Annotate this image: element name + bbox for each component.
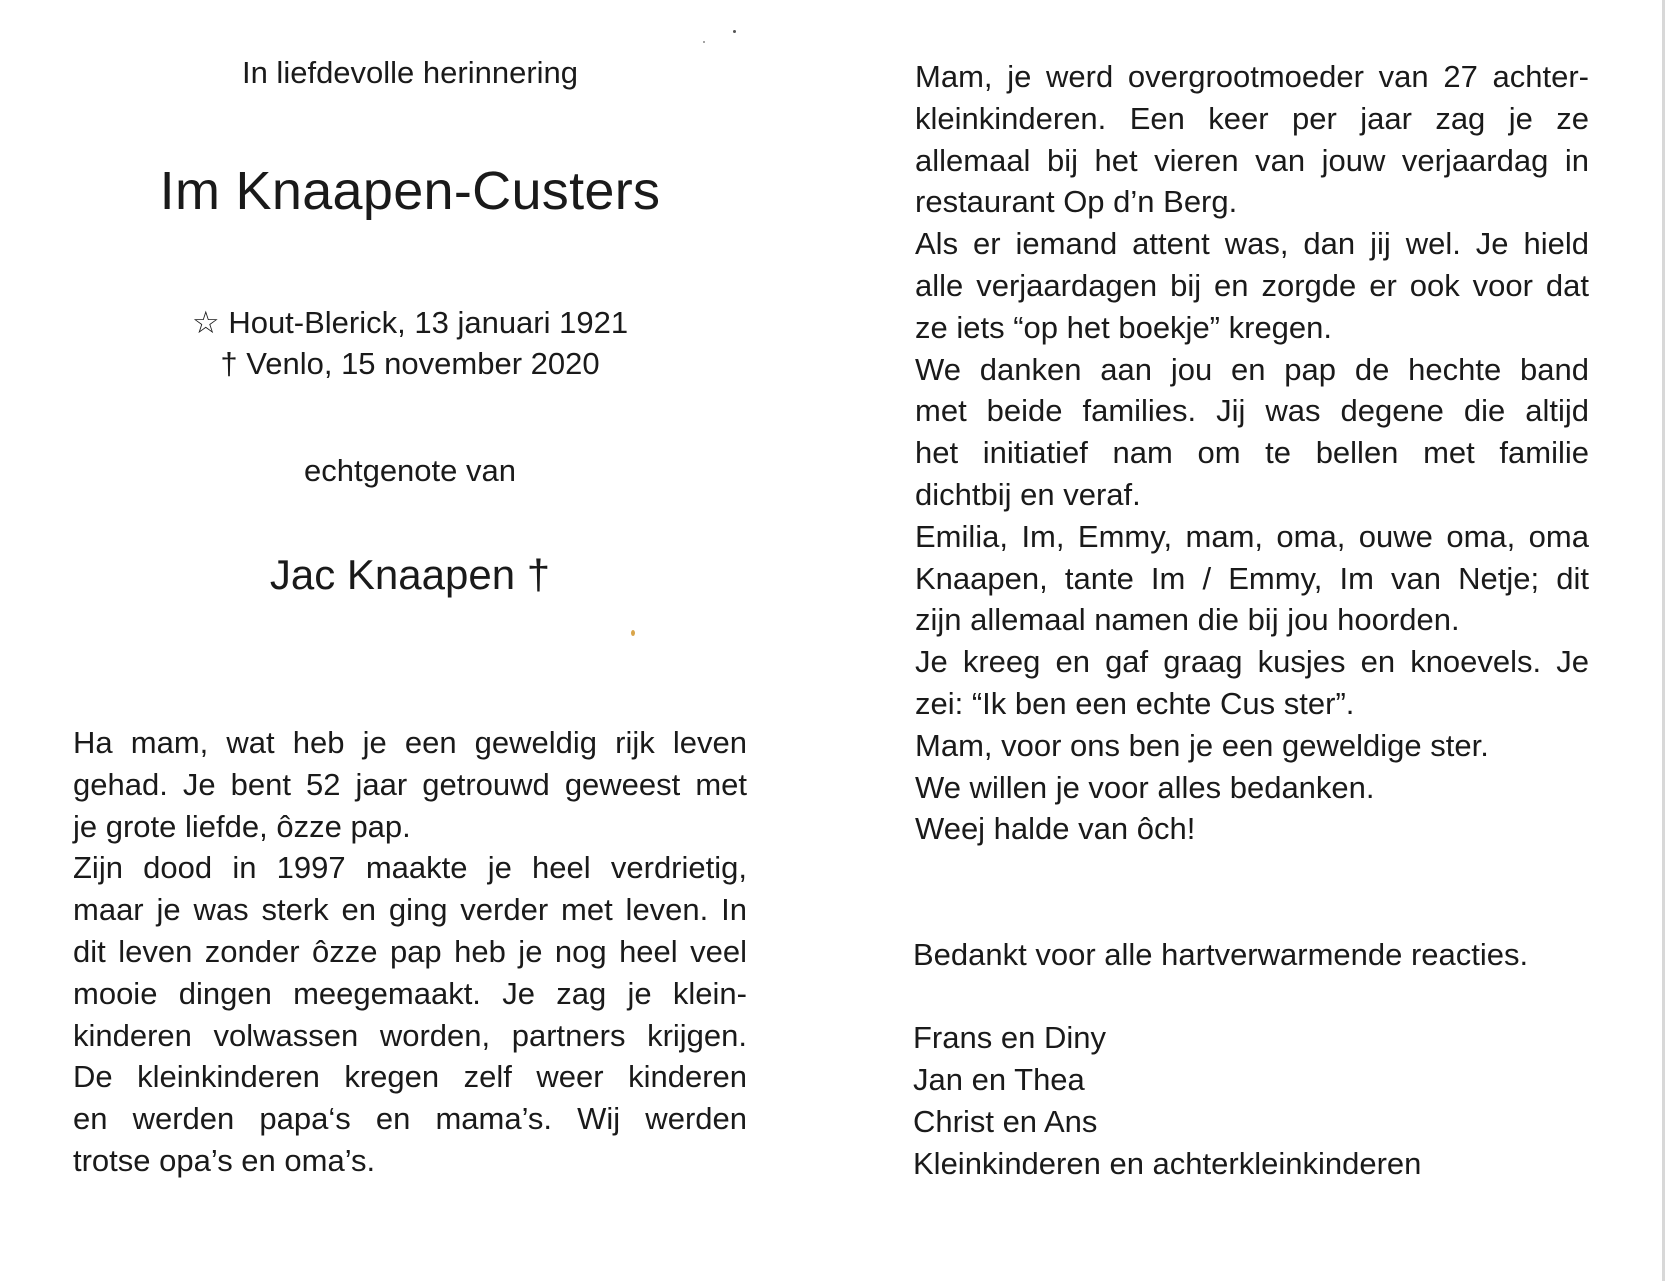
text-line: trotse opa’s en oma’s. [73, 1142, 376, 1178]
text-line: ze iets “op het boekje” kregen. [915, 309, 1333, 345]
text-line: Emilia, Im, Emmy, mam, oma, ouwe oma, oma [915, 518, 1589, 554]
text-line: Als er iemand attent was, dan jij wel. Je hield [915, 226, 1589, 262]
spouse-label: echtgenote van [303, 453, 516, 488]
birth-date: Hout-Blerick, 13 januari 1921 [228, 305, 629, 340]
text-line: zei: “Ik ben een echte Cus ster”. [915, 685, 1355, 721]
intro-line: In liefdevolle herinnering [241, 55, 579, 90]
text-line: Je kreeg en gaf graag kusjes en knoevels. Je [915, 644, 1589, 680]
deceased-name: Im Knaapen-Custers [159, 161, 661, 221]
left-tribute-text [73, 722, 747, 1182]
text-line: mooie dingen meegemaakt. Je zag je klein- [73, 975, 747, 1011]
text-line: en werden papa‘s en mama’s. Wij werden [73, 1101, 747, 1137]
text-line: restaurant Op d’n Berg. [915, 184, 1238, 220]
text-line: met beide families. Jij was degene die altijd [915, 393, 1589, 429]
life-dates [70, 302, 750, 384]
text-line: het initiatief nam om te bellen met familie [915, 435, 1589, 471]
scan-speck [631, 630, 635, 636]
thanks-line: Bedankt voor alle hartverwarmende reacties. [913, 937, 1529, 972]
scan-speck [703, 41, 705, 43]
text-line: dit leven zonder ôzze pap heb je nog heel veel [73, 933, 747, 969]
star-icon: ☆ [191, 305, 220, 340]
text-line: We willen je voor alles bedanken. [915, 769, 1375, 805]
text-line: dichtbij en veraf. [915, 476, 1141, 512]
birth-line [70, 302, 750, 343]
text-line: De kleinkinderen kregen zelf weer kinderen [73, 1059, 747, 1095]
signers-list [913, 1017, 1421, 1185]
text-line: je grote liefde, ôzze pap. [73, 808, 411, 844]
text-line: kleinkinderen. Een keer per jaar zag je ze [915, 100, 1589, 136]
text-line: We danken aan jou en pap de hechte band [915, 351, 1589, 387]
right-tribute-text [915, 56, 1589, 850]
cross-icon: † [220, 346, 238, 381]
text-line: allemaal bij het vieren van jouw verjaardag in [915, 142, 1589, 178]
text-line: maar je was sterk en ging verder met leven. In [73, 892, 747, 928]
text-line: Mam, voor ons ben je een geweldige ster. [915, 727, 1489, 763]
text-line: kinderen volwassen worden, partners krijgen. [73, 1017, 747, 1053]
spouse-name: Jac Knaapen † [269, 551, 551, 598]
death-line [70, 343, 750, 384]
text-line: Zijn dood in 1997 maakte je heel verdrietig, [73, 850, 747, 886]
text-line: Knaapen, tante Im / Emmy, Im van Netje; dit [915, 560, 1589, 596]
signer: Jan en Thea [913, 1062, 1085, 1097]
text-line: zijn allemaal namen die bij jou hoorden. [915, 602, 1460, 638]
text-line: Weej halde van ôch! [915, 811, 1196, 847]
signer: Christ en Ans [913, 1104, 1098, 1139]
signer: Kleinkinderen en achterkleinkinderen [913, 1146, 1422, 1181]
text-line: gehad. Je bent 52 jaar getrouwd geweest met [73, 766, 747, 802]
signer: Frans en Diny [913, 1020, 1106, 1055]
text-line: alle verjaardagen bij en zorgde er ook voor dat [915, 267, 1589, 303]
text-line: Mam, je werd overgrootmoeder van 27 achter- [915, 59, 1589, 94]
text-line: Ha mam, wat heb je een geweldig rijk leven [73, 725, 747, 760]
death-date: Venlo, 15 november 2020 [246, 346, 600, 381]
scan-speck [733, 30, 736, 33]
